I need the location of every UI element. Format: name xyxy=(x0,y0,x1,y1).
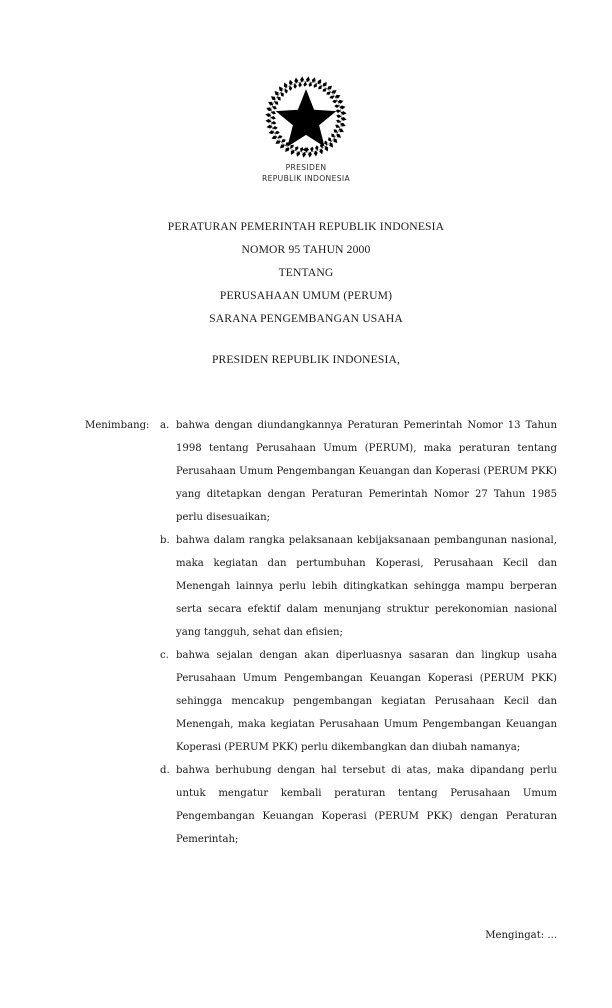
considerans-item xyxy=(160,414,557,529)
considerans-item xyxy=(160,529,557,644)
considerans-item xyxy=(160,644,557,759)
emblem-caption-line2: REPUBLIK INDONESIA xyxy=(261,173,351,183)
considerans-item-text: bahwa dengan diundangkannya Peraturan Pemerintah Nomor 13 Tahun 1998 tentang Perusahaan Umum (PERUM), maka peraturan tentang Perusahaan Umum Pengembangan Keuangan dan Koperasi (PERUM PKK) yang ditetapkan dengan Peraturan Pemerintah Nomor 27 Tahun 1985 perlu disesuaikan; xyxy=(176,420,557,523)
title-line-subject-2: SARANA PENGEMBANGAN USAHA xyxy=(209,312,403,325)
continuation-note: Mengingat: ... xyxy=(485,930,557,941)
title-line-regulation-type: PERATURAN PEMERINTAH REPUBLIK INDONESIA xyxy=(167,220,445,233)
emblem-caption-line1: PRESIDEN xyxy=(285,163,327,172)
considerans-section xyxy=(85,414,557,851)
title-line-number: NOMOR 95 TAHUN 2000 xyxy=(241,243,371,256)
considerans-item-marker: b. xyxy=(160,535,170,546)
considerans-label: Menimbang: xyxy=(85,420,150,431)
considerans-item-marker: d. xyxy=(160,765,170,776)
considerans-item-text: bahwa berhubung dengan hal tersebut di atas, maka dipandang perlu untuk mengatur kembali peraturan tentang Perusahaan Umum Pengembangan Keuangan Koperasi (PERUM PKK) dengan Peraturan Pemerintah; xyxy=(176,765,557,845)
considerans-item-marker: a. xyxy=(160,420,170,431)
emblem-block xyxy=(0,76,612,184)
issuing-authority: PRESIDEN REPUBLIK INDONESIA, xyxy=(211,353,401,366)
considerans-list xyxy=(160,414,557,851)
considerans-item-text: bahwa sejalan dengan akan diperluasnya sasaran dan lingkup usaha Perusahaan Umum Pengembangan Keuangan Koperasi (PERUM PKK) sehingga mencakup pengembangan kegiatan Perusahaan Kecil dan Menengah, maka kegiatan Perusahaan Umum Pengembangan Keuangan Koperasi (PERUM PKK) perlu dikembangkan dan diubah namanya; xyxy=(176,650,557,753)
title-line-subject-1: PERUSAHAAN UMUM (PERUM) xyxy=(219,289,393,302)
considerans-item xyxy=(160,759,557,851)
title-line-about: TENTANG xyxy=(278,266,334,279)
document-title-block xyxy=(0,215,612,330)
emblem-caption xyxy=(0,163,612,184)
indonesian-presidential-seal-icon xyxy=(265,76,347,158)
considerans-item-marker: c. xyxy=(160,650,169,661)
considerans-item-text: bahwa dalam rangka pelaksanaan kebijaksanaan pembangunan nasional, maka kegiatan dan pertumbuhan Koperasi, Perusahaan Kecil dan Menengah lainnya perlu lebih ditingkatkan sehingga mampu berperan serta secara efektif dalam menunjang struktur perekonomian nasional yang tangguh, sehat dan efisien; xyxy=(176,535,557,638)
